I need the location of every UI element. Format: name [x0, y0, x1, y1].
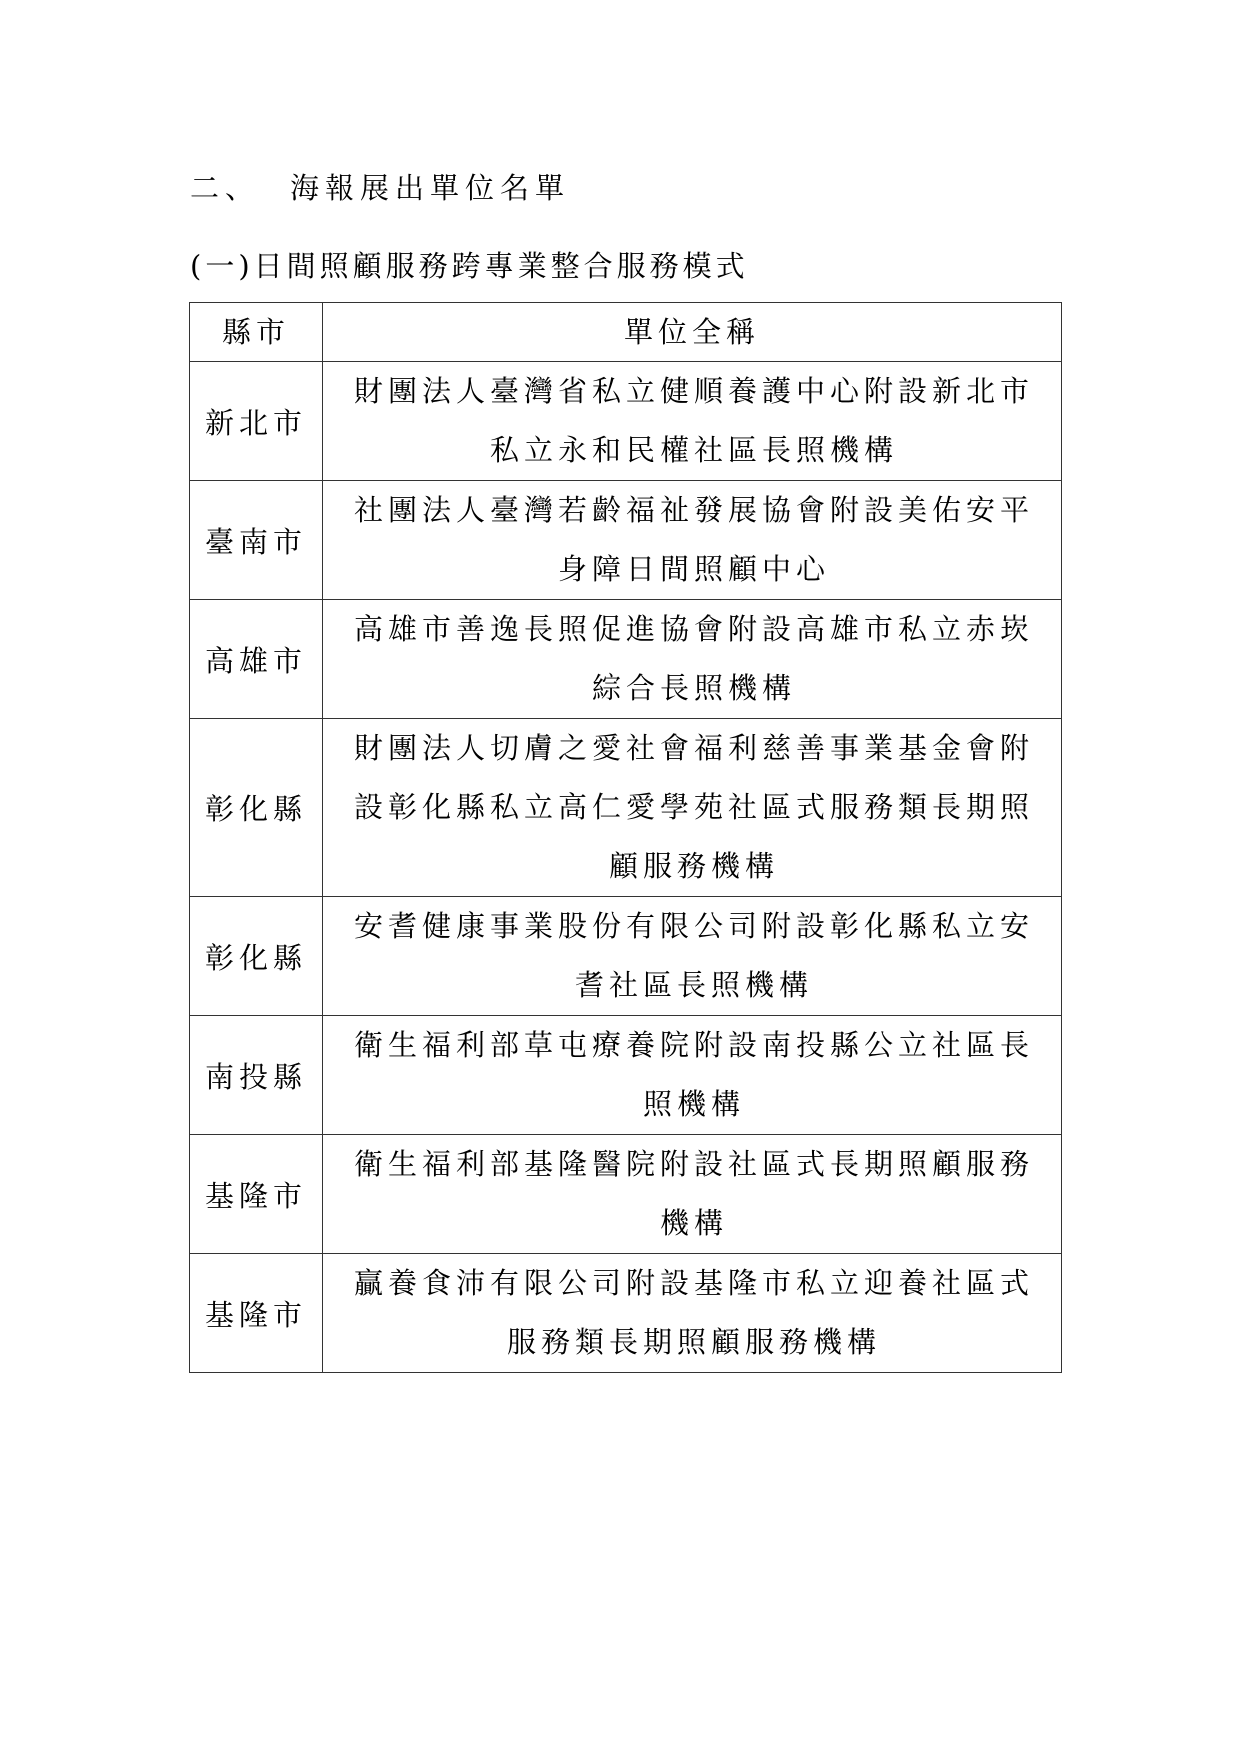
county-cell: 臺南市: [190, 481, 323, 600]
county-cell: 基隆市: [190, 1135, 323, 1254]
county-cell: 基隆市: [190, 1254, 323, 1373]
unit-name-cell: 衛生福利部基隆醫院附設社區式長期照顧服務機構: [323, 1135, 1062, 1254]
subsection-title: (一)日間照顧服務跨專業整合服務模式: [190, 249, 749, 283]
unit-name-cell: 安耆健康事業股份有限公司附設彰化縣私立安耆社區長照機構: [323, 897, 1062, 1016]
unit-name-cell: 高雄市善逸長照促進協會附設高雄市私立赤崁綜合長照機構: [323, 600, 1062, 719]
table-row: [190, 719, 1062, 897]
county-cell: 彰化縣: [190, 719, 323, 897]
section-title: 海報展出單位名單: [290, 171, 571, 205]
unit-name-cell: 財團法人切膚之愛社會福利慈善事業基金會附設彰化縣私立高仁愛學苑社區式服務類長期照顧服務機構: [323, 719, 1062, 897]
exhibitor-table: [189, 302, 1062, 1373]
table-row: [190, 1254, 1062, 1373]
table-row: [190, 1016, 1062, 1135]
table-row: [190, 362, 1062, 481]
table-row: [190, 897, 1062, 1016]
header-unit-name: 單位全稱: [323, 303, 1062, 362]
county-cell: 彰化縣: [190, 897, 323, 1016]
header-county: 縣市: [190, 303, 323, 362]
unit-name-cell: 衛生福利部草屯療養院附設南投縣公立社區長照機構: [323, 1016, 1062, 1135]
unit-name-cell: 社團法人臺灣若齡福祉發展協會附設美佑安平身障日間照顧中心: [323, 481, 1062, 600]
table-row: [190, 481, 1062, 600]
county-cell: 南投縣: [190, 1016, 323, 1135]
county-cell: 高雄市: [190, 600, 323, 719]
table-row: [190, 1135, 1062, 1254]
county-cell: 新北市: [190, 362, 323, 481]
unit-name-cell: 財團法人臺灣省私立健順養護中心附設新北市私立永和民權社區長照機構: [323, 362, 1062, 481]
table-header-row: [190, 303, 1062, 362]
unit-name-cell: 贏養食沛有限公司附設基隆市私立迎養社區式服務類長期照顧服務機構: [323, 1254, 1062, 1373]
section-number: 二、: [190, 171, 261, 205]
table-row: [190, 600, 1062, 719]
section-heading: [190, 168, 570, 208]
